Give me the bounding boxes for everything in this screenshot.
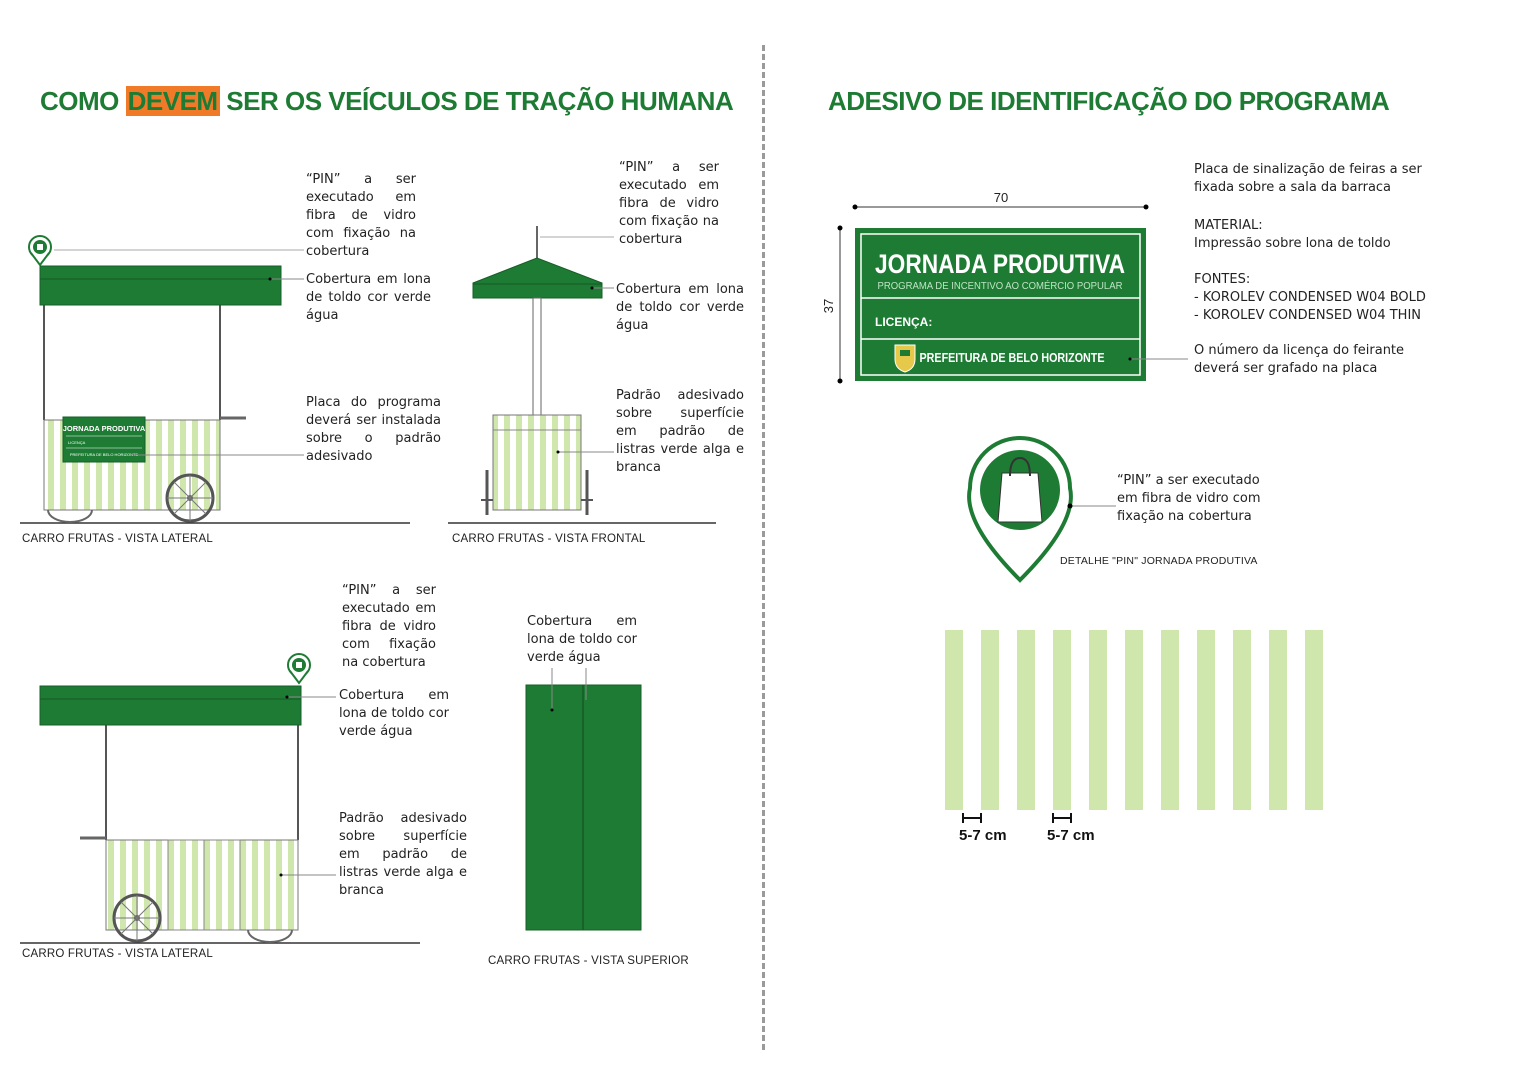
pin-note-line-1: “PIN” a ser executado <box>1117 473 1260 488</box>
note-pin-lateral: “PIN” a ser executado em fibra de vidro com fixação na cobertura <box>306 172 416 259</box>
cart-cover <box>40 686 301 725</box>
caption-lateral-1: CARRO FRUTAS - VISTA LATERAL <box>22 533 213 545</box>
caption-frontal: CARRO FRUTAS - VISTA FRONTAL <box>452 533 646 545</box>
sign-license: LICENÇA: <box>875 315 933 329</box>
wheel <box>167 475 213 521</box>
sign-footer: PREFEITURA DE BELO HORIZONTE <box>919 351 1105 365</box>
left-title: COMO DEVEM SER OS VEÍCULOS DE TRAÇÃO HUMANA <box>40 86 734 116</box>
spec-line-2: fixada sobre a sala da barraca <box>1194 180 1392 195</box>
cart-frontal-view <box>448 226 716 523</box>
pin-note-line-2: em fibra de vidro com <box>1117 491 1261 506</box>
sign-title: JORNADA PRODUTIVA <box>875 249 1125 279</box>
mini-sign-footer: PREFEITURA DE BELO HORIZONTE <box>69 452 139 457</box>
cart-top-view <box>526 668 641 930</box>
umbrella-cover <box>473 258 602 298</box>
sign-height-label: 37 <box>821 298 836 314</box>
sign-width-label: 70 <box>993 190 1009 205</box>
note-cover-frontal: Cobertura em lona de toldo cor verde água <box>616 282 744 333</box>
note-cover-lateral-2: Cobertura em lona de toldo cor verde água <box>339 688 449 739</box>
mini-sign-license: LICENÇA <box>68 440 86 445</box>
pin-icon <box>28 211 52 265</box>
spec-license-note-1: O número da licença do feirante <box>1194 343 1405 358</box>
caption-lateral-2: CARRO FRUTAS - VISTA LATERAL <box>22 948 213 960</box>
stripe-pattern <box>945 630 1323 810</box>
shopping-bag-pin-icon <box>969 438 1071 580</box>
spec-license-note-2: deverá ser grafado na placa <box>1194 361 1378 376</box>
left-title-highlight: DEVEM <box>127 86 218 116</box>
program-sign <box>855 228 1146 381</box>
caption-superior: CARRO FRUTAS - VISTA SUPERIOR <box>488 955 689 967</box>
note-pattern-lateral-2: Padrão adesivado sobre superfície em padrão de listras verde alga e branca <box>339 811 467 898</box>
right-title: ADESIVO DE IDENTIFICAÇÃO DO PROGRAMA <box>828 86 1390 116</box>
note-plate: Placa do programa deverá ser instalada sobre o padrão adesivado <box>306 395 441 464</box>
note-cover-top: Cobertura em lona de toldo cor verde água <box>527 614 637 665</box>
pin-icon <box>288 654 310 683</box>
caption-pin-detail: DETALHE "PIN" JORNADA PRODUTIVA <box>1060 555 1258 567</box>
spec-font-2: - KOROLEV CONDENSED W04 THIN <box>1194 308 1422 323</box>
note-pin-frontal: “PIN” a ser executado em fibra de vidro com fixação na cobertura <box>619 160 719 247</box>
spec-line-1: Placa de sinalização de feiras a ser <box>1194 162 1422 177</box>
note-cover-lateral: Cobertura em lona de toldo cor verde água <box>306 272 431 323</box>
note-pin-lateral-2: “PIN” a ser executado em fibra de vidro com fixação na cobertura <box>342 583 436 670</box>
spec-material-label: MATERIAL: <box>1194 218 1263 233</box>
sign-subtitle: PROGRAMA DE INCENTIVO AO COMÉRCIO POPULAR <box>877 281 1135 292</box>
stripe-width-label-1: 5-7 cm <box>959 827 1007 844</box>
cart-cover <box>40 266 281 305</box>
stripe-width-label-2: 5-7 cm <box>1047 827 1095 844</box>
page-divider <box>762 45 765 1050</box>
spec-font-1: - KOROLEV CONDENSED W04 BOLD <box>1194 290 1426 305</box>
wheel <box>114 895 160 941</box>
note-pattern-frontal: Padrão adesivado sobre superfície em padrão de listras verde alga e branca <box>616 388 744 475</box>
stripe-width-markers <box>963 813 1071 823</box>
spec-material: Impressão sobre lona de toldo <box>1194 236 1391 251</box>
pin-note-line-3: fixação na cobertura <box>1117 509 1252 524</box>
mini-sign-title: JORNADA PRODUTIVA <box>62 424 146 433</box>
spec-fonts-label: FONTES: <box>1194 272 1251 287</box>
city-crest-icon <box>895 345 915 372</box>
